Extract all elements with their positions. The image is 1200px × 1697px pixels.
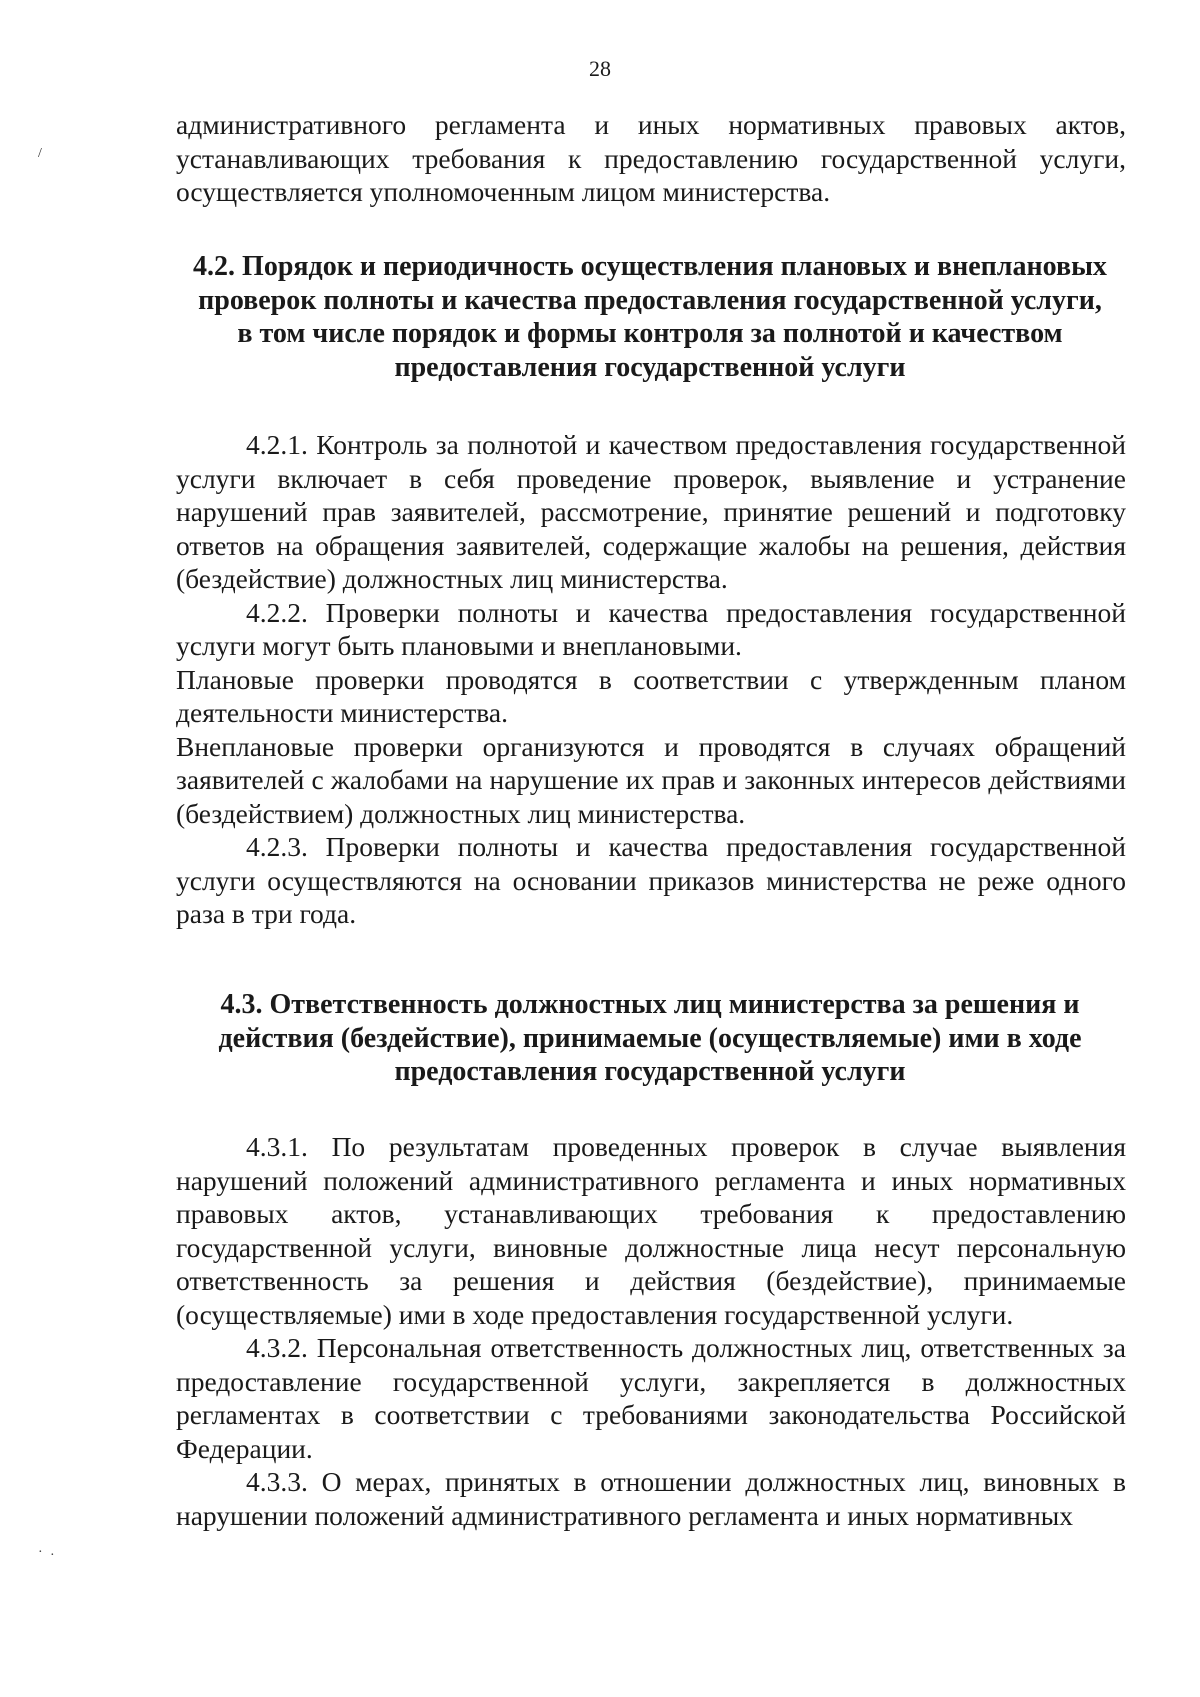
section-4-3-body bbox=[176, 1130, 1126, 1532]
page-number: 28 bbox=[589, 56, 611, 81]
section-4-2-heading: 4.2. Порядок и периодичность осуществления плановых и внеплановых проверок полноты и качества предоставления государственной услуги, в том числе порядок и формы контроля за полнотой и качеством предоставления государственной услуги bbox=[193, 251, 1107, 383]
paragraph-4-3-1: 4.3.1. По результатам проведенных проверок в случае выявления нарушений положений административного регламента и иных нормативных правовых актов, устанавливающих требования к предоставлению государственной услуги, виновные должностные лица несут персональную ответственность за решения и действия (бездействие), принимаемые (осуществляемые) ими в ходе предоставления государственной услуги. bbox=[176, 1131, 1126, 1330]
intro-paragraph-block bbox=[176, 108, 1126, 209]
scan-artifact-mark: · bbox=[50, 1548, 55, 1563]
paragraph-4-2-2: 4.2.2. Проверки полноты и качества предоставления государственной услуги могут быть плановыми и внеплановыми. bbox=[176, 596, 1126, 661]
paragraph-unplanned-checks: Внеплановые проверки организуются и проводятся в случаях обращений заявителей с жалобами на нарушение их прав и законных интересов действиями (бездействием) должностных лиц министерства. bbox=[176, 730, 1126, 829]
scan-artifact-mark: / bbox=[38, 146, 42, 161]
paragraph-4-2-3: 4.2.3. Проверки полноты и качества предоставления государственной услуги осуществляются на основании приказов министерства не реже одного раза в три года. bbox=[176, 831, 1126, 929]
paragraph-4-3-3: 4.3.3. О мерах, принятых в отношении должностных лиц, виновных в нарушении положений административного регламента и иных нормативных bbox=[176, 1466, 1126, 1531]
scan-artifact-mark: · bbox=[38, 1545, 43, 1560]
paragraph-4-2-1: 4.2.1. Контроль за полнотой и качеством предоставления государственной услуги включает в себя проведение проверок, выявление и устранение нарушений прав заявителей, рассмотрение, принятие решений и подготовку ответов на обращения заявителей, содержащие жалобы на решения, действия (бездействие) должностных лиц министерства. bbox=[176, 429, 1126, 594]
paragraph-4-3-2: 4.3.2. Персональная ответственность должностных лиц, ответственных за предоставление государственной услуги, закрепляется в должностных регламентах в соответствии с требованиями законодательства Российской Федерации. bbox=[176, 1332, 1126, 1464]
paragraph-planned-checks: Плановые проверки проводятся в соответствии с утвержденным планом деятельности министерства. bbox=[176, 663, 1126, 728]
intro-paragraph: административного регламента и иных нормативных правовых актов, устанавливающих требования к предоставлению государственной услуги, осуществляется уполномоченным лицом министерства. bbox=[176, 109, 1126, 207]
section-4-2-body bbox=[176, 428, 1126, 931]
section-4-3-heading: 4.3. Ответственность должностных лиц министерства за решения и действия (бездействие), принимаемые (осуществляемые) ими в ходе предоставления государственной услуги bbox=[218, 989, 1082, 1087]
